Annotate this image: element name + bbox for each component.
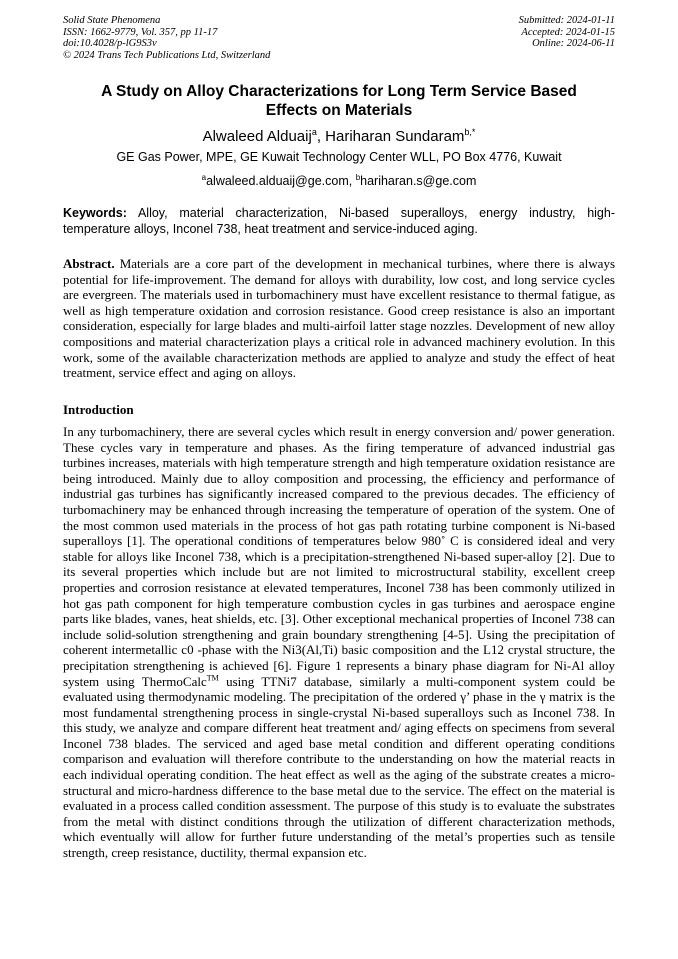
author-emails <box>63 170 615 189</box>
paper-title-line-1: A Study on Alloy Characterizations for Long Term Service Based <box>101 83 577 100</box>
introduction-paragraph <box>63 424 615 861</box>
trademark-mark: TM <box>206 673 219 683</box>
author-1-affil-mark: a <box>311 127 317 137</box>
paper-title-line-2: Effects on Materials <box>265 102 413 119</box>
keywords-text: Alloy, material characterization, Ni-based superalloys, energy industry, high-temperature alloys, Inconel 738, heat treatment and service-induced aging. <box>63 206 615 236</box>
author-1: Alwaleed Alduaij <box>202 128 312 145</box>
journal-header-right <box>519 15 615 50</box>
journal-name: Solid State Phenomena <box>63 15 161 26</box>
accepted-date: Accepted: 2024-01-15 <box>521 26 615 38</box>
online-date: Online: 2024-06-11 <box>532 38 615 49</box>
keywords-label: Keywords: <box>63 206 127 220</box>
author-list <box>63 123 615 146</box>
journal-doi[interactable]: doi:10.4028/p-lG9S3v <box>63 38 157 49</box>
abstract-section <box>63 256 615 381</box>
introduction-heading: Introduction <box>63 402 134 417</box>
journal-copyright: © 2024 Trans Tech Publications Ltd, Switzerland <box>63 49 271 61</box>
introduction-text-part-2: using TTNi7 database, similarly a multi-component system could be evaluated using thermodynamic modeling. The precipitation of the ordered γ’ phase in the γ matrix is the most fundamental strengthening process in single-crystal Ni-based superalloys such as Inconel 738. In this study, we analyze and compare different heat treatment and/ aging effects on specimens from several Inconel 738 blades. The serviced and aged base metal condition and different operating conditions comparison and evaluation will therefore contribute to the understanding on how the material reacts in each individual operating condition. The heat effect as well as the aging of the substrate creates a micro-structural and micro-hardness difference to the base metal due to the service. The effect on the material is evaluated in a process called condition assessment. The purpose of this study is to evaluate the substrates from the metal with distinct conditions through the utilization of different characterization methods, which eventually will allow for further future understanding of the metal’s properties such as tensile strength, creep resistance, ductility, thermal expansion etc. <box>63 673 615 861</box>
keywords-section <box>63 205 615 237</box>
email-a[interactable]: alwaleed.alduaij@ge.com, <box>206 174 356 189</box>
abstract-text: Materials are a core part of the development in mechanical turbines, where there is always potential for life-improvement. The demand for alloys with durability, low cost, and long service cycles are evergreen. The materials used in turbomachinery must have excellent resistance to thermal fatigue, as well as high temperature oxidation and corrosion resistance. Good creep resistance is also an important consideration, especially for large blades and multi-airfoil latter stage nozzles. Development of new alloy compositions and material characterization plays a critical role in advanced machinery evolution. In this work, some of the available characterization methods are applied to analyze and study the effect of heat treatment, service effect and aging on alloys. <box>63 256 615 381</box>
submitted-date: Submitted: 2024-01-11 <box>518 15 615 26</box>
email-b[interactable]: hariharan.s@ge.com <box>360 174 477 189</box>
journal-header-left <box>63 15 270 61</box>
introduction-text-part-1: In any turbomachinery, there are several cycles which result in energy conversion and/ power generation. These cycles vary in temperature and phases. As the firing temperature of advanced industrial gas turbines increases, materials with high temperature strength and high temperature oxidation resistance are being introduced. Mainly due to alloy composition and processing, the efficiency and performance of industrial gas turbines has significantly increased compared to the previous decades. The efficiency of turbomachinery may be enhanced through increasing the temperature of operation of the system. One of the most common used materials in the process of hot gas path rotating turbine component is Ni-based superalloys [1]. The operational conditions of temperatures below 980˚ C is considered ideal and very stable for alloys like Inconel 738, which is a precipitation-strengthened Ni-based super-alloy [2]. Due to its several properties which include but are not limited to microstructural stability, excellent creep properties and corrosion resistance at elevated temperatures, Inconel 738 has been commonly utilized in hot gas path component for high temperature combustion cycles in gas turbines and aerospace engine parts like blades, vanes, heat shields, etc. [3]. Other exceptional mechanical properties of Inconel 738 can include solid-solution strengthening and grain boundary strengthening [4-5]. Using the precipitation of coherent intermetallic c0 -phase with the Ni3(Al,Ti) basic composition and the L12 crystal structure, the precipitation strengthening is achieved [6]. Figure 1 represents a binary phase diagram for Ni-Al alloy system using ThermoCalc <box>63 424 615 689</box>
author-2-affil-mark: b,* <box>464 127 476 137</box>
affiliation: GE Gas Power, MPE, GE Kuwait Technology Center WLL, PO Box 4776, Kuwait <box>116 150 562 164</box>
email-a-mark: a <box>201 173 207 182</box>
author-separator: , <box>316 128 326 145</box>
paper-title <box>63 82 615 120</box>
abstract-label: Abstract. <box>63 256 115 271</box>
email-b-mark: b <box>355 173 361 182</box>
journal-issn: ISSN: 1662-9779, Vol. 357, pp 11-17 <box>63 26 218 38</box>
author-2: Hariharan Sundaram <box>325 128 465 145</box>
